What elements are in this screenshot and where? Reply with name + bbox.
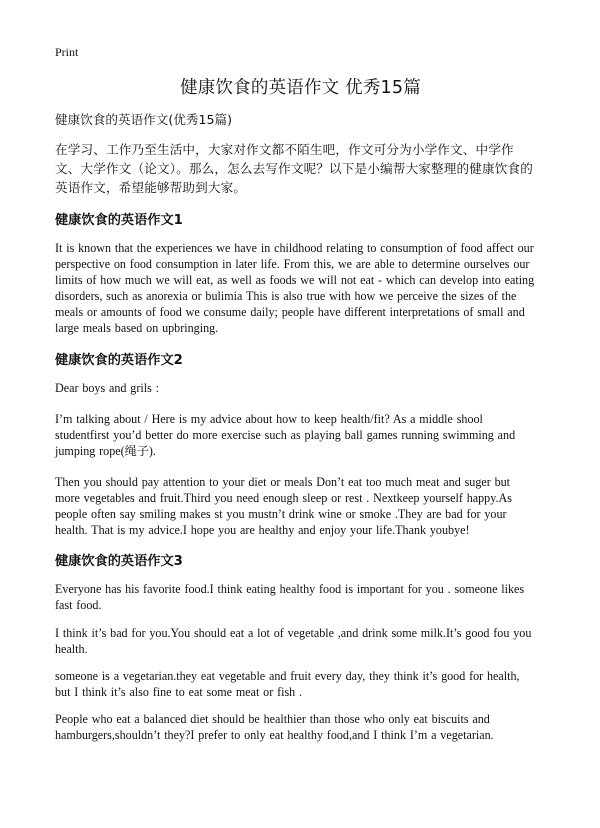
essay-paragraph: I think it’s bad for you.You should eat a lot of vegetable ,and drink some milk.It’s good fou you health. — [55, 625, 532, 656]
document-title: 健康饮食的英语作文 优秀15篇 — [180, 78, 421, 98]
essay-paragraph: I’m talking about / Here is my advice about how to keep health/fit? As a middle shool studentfirst you’d better do more exercise such as playing ball games running swimming and jumping rope(绳子). — [55, 411, 516, 458]
document-subtitle: 健康饮食的英语作文(优秀15篇) — [55, 112, 232, 127]
essay-paragraph: It is known that the experiences we have in childhood relating to consumption of food affect our perspective on food consumption in later life. From this, we are able to determine ourselves our limits of how much we will eat, as well as foods we will not eat - which can develop into eating disorders, such as anorexia or bulimia This is also true with how we perceive the sizes of the meals or amounts of food we consume daily; people have different interpretations of small and large meals based on upbringing. — [55, 241, 535, 336]
section-heading: 健康饮食的英语作文3 — [55, 554, 183, 570]
essay-section-2 — [55, 352, 538, 539]
essay-paragraph: Then you should pay attention to your diet or meals Don’t eat too much meat and suger but more vegetables and fruit.Third you need enough sleep or rest . Nextkeep yourself happy.As people often say smiling makes st you mustn’t drink wine or smoke .They are bad for your health. That is my advice.I hope you are healthy and enjoy your life.Thank youbye! — [55, 474, 512, 538]
intro-paragraph: 在学习、工作乃至生活中，大家对作文都不陌生吧，作文可分为小学作文、中学作文、大学作文（论文）。那么，怎么去写作文呢？以下是小编帮大家整理的健康饮食的英语作文，希望能够帮助到大家。 — [55, 142, 533, 195]
essay-section-3 — [55, 553, 538, 743]
section-heading: 健康饮食的英语作文2 — [55, 352, 183, 368]
essay-paragraph: Everyone has his favorite food.I think eating healthy food is important for you . someone likes fast food. — [55, 582, 525, 613]
essay-paragraph: someone is a vegetarian.they eat vegetable and fruit every day, they think it’s good for health, but I think it’s also fine to eat some meat or fish . — [55, 668, 520, 699]
essay-section-1 — [55, 212, 538, 337]
essay-paragraph: Dear boys and grils : — [55, 380, 159, 395]
essay-paragraph: People who eat a balanced diet should be healthier than those who only eat biscuits and hamburgers,shouldn’t they?I prefer to only eat healthy food,and I think I’m a vegetarian. — [55, 711, 494, 742]
section-heading: 健康饮食的英语作文1 — [55, 213, 183, 228]
print-label[interactable]: Print — [55, 45, 79, 59]
